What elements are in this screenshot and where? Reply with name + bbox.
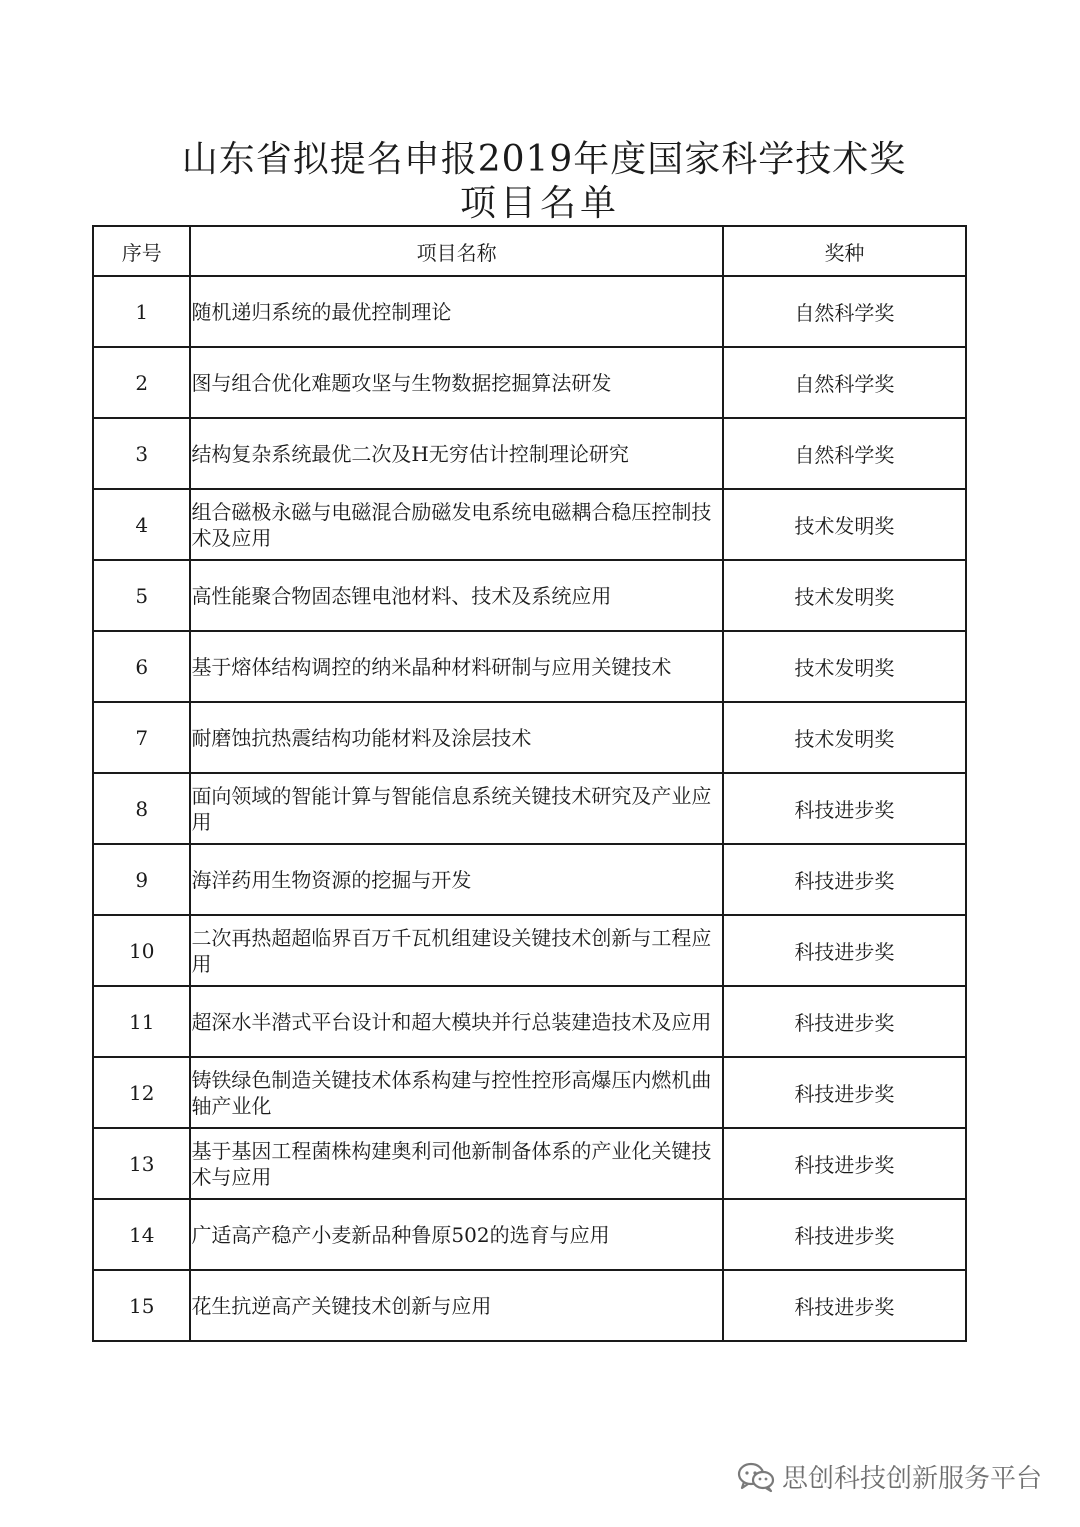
project-table — [92, 225, 967, 1342]
cell-name: 组合磁极永磁与电磁混合励磁发电系统电磁耦合稳压控制技术及应用 — [190, 489, 722, 560]
cell-type: 科技进步奖 — [723, 1270, 966, 1341]
cell-no: 5 — [93, 560, 190, 631]
cell-type: 技术发明奖 — [723, 702, 966, 773]
cell-no: 2 — [93, 347, 190, 418]
table-row — [93, 1057, 966, 1128]
watermark-text: 思创科技创新服务平台 — [781, 1464, 1042, 1494]
cell-no: 14 — [93, 1199, 190, 1270]
cell-type: 科技进步奖 — [723, 1199, 966, 1270]
wechat-icon — [736, 1461, 776, 1493]
title-line-1: 山东省拟提名申报2019年度国家科学技术奖 — [181, 139, 907, 180]
cell-no: 12 — [93, 1057, 190, 1128]
table-row — [93, 631, 966, 702]
header-no: 序号 — [93, 226, 190, 276]
cell-no: 3 — [93, 418, 190, 489]
cell-type: 科技进步奖 — [723, 915, 966, 986]
cell-name: 高性能聚合物固态锂电池材料、技术及系统应用 — [190, 560, 722, 631]
table-row — [93, 773, 966, 844]
cell-name: 铸铁绿色制造关键技术体系构建与控性控形高爆压内燃机曲轴产业化 — [190, 1057, 722, 1128]
table-row — [93, 1199, 966, 1270]
cell-name: 耐磨蚀抗热震结构功能材料及涂层技术 — [190, 702, 722, 773]
cell-type: 科技进步奖 — [723, 1128, 966, 1199]
cell-name: 随机递归系统的最优控制理论 — [190, 276, 722, 347]
table-row — [93, 1270, 966, 1341]
cell-no: 11 — [93, 986, 190, 1057]
cell-no: 9 — [93, 844, 190, 915]
cell-type: 技术发明奖 — [723, 631, 966, 702]
cell-name: 基于熔体结构调控的纳米晶种材料研制与应用关键技术 — [190, 631, 722, 702]
table-row — [93, 915, 966, 986]
document-title — [0, 138, 1080, 226]
cell-name: 超深水半潜式平台设计和超大模块并行总装建造技术及应用 — [190, 986, 722, 1057]
header-name: 项目名称 — [190, 226, 722, 276]
table-row — [93, 986, 966, 1057]
cell-name: 面向领域的智能计算与智能信息系统关键技术研究及产业应用 — [190, 773, 722, 844]
table-row — [93, 489, 966, 560]
cell-type: 科技进步奖 — [723, 773, 966, 844]
table-body — [93, 276, 966, 1341]
table-header-row — [93, 226, 966, 276]
table-row — [93, 702, 966, 773]
cell-name: 二次再热超超临界百万千瓦机组建设关键技术创新与工程应用 — [190, 915, 722, 986]
cell-type: 科技进步奖 — [723, 844, 966, 915]
cell-no: 15 — [93, 1270, 190, 1341]
table-row — [93, 418, 966, 489]
cell-no: 7 — [93, 702, 190, 773]
cell-no: 6 — [93, 631, 190, 702]
cell-type: 自然科学奖 — [723, 276, 966, 347]
table-row — [93, 276, 966, 347]
cell-name: 广适高产稳产小麦新品种鲁原502的选育与应用 — [190, 1199, 722, 1270]
cell-type: 科技进步奖 — [723, 986, 966, 1057]
cell-name: 海洋药用生物资源的挖掘与开发 — [190, 844, 722, 915]
cell-type: 技术发明奖 — [723, 560, 966, 631]
table-row — [93, 844, 966, 915]
cell-name: 花生抗逆高产关键技术创新与应用 — [190, 1270, 722, 1341]
cell-no: 10 — [93, 915, 190, 986]
table-row — [93, 560, 966, 631]
cell-no: 4 — [93, 489, 190, 560]
cell-type: 技术发明奖 — [723, 489, 966, 560]
cell-type: 自然科学奖 — [723, 347, 966, 418]
cell-no: 13 — [93, 1128, 190, 1199]
watermark — [736, 1458, 1042, 1495]
table-row — [93, 1128, 966, 1199]
cell-no: 1 — [93, 276, 190, 347]
cell-type: 科技进步奖 — [723, 1057, 966, 1128]
cell-name: 结构复杂系统最优二次及H无穷估计控制理论研究 — [190, 418, 722, 489]
cell-no: 8 — [93, 773, 190, 844]
cell-type: 自然科学奖 — [723, 418, 966, 489]
cell-name: 基于基因工程菌株构建奥利司他新制备体系的产业化关键技术与应用 — [190, 1128, 722, 1199]
table-row — [93, 347, 966, 418]
header-type: 奖种 — [723, 226, 966, 276]
title-line-2: 项目名单 — [459, 183, 620, 224]
cell-name: 图与组合优化难题攻坚与生物数据挖掘算法研发 — [190, 347, 722, 418]
